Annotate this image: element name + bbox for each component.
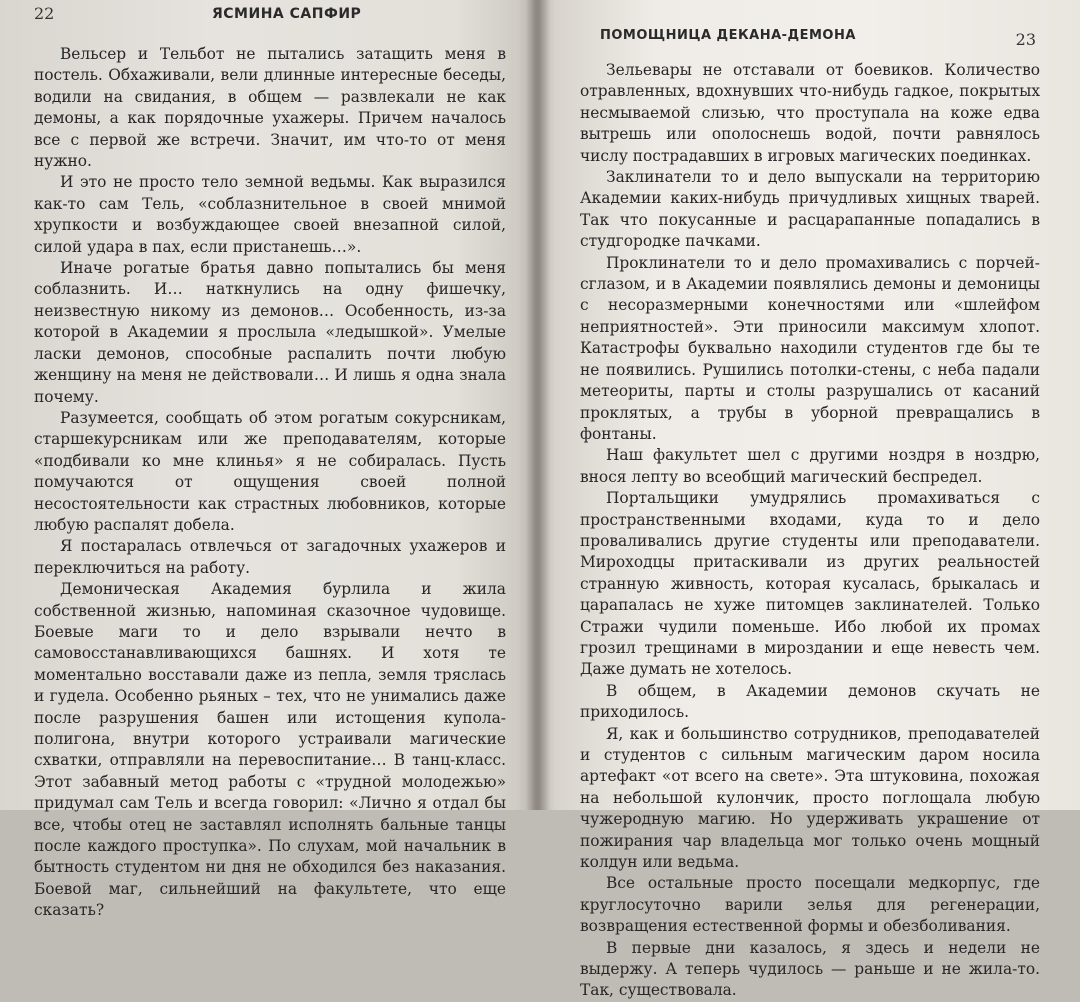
paragraph: Заклинатели то и дело выпускали на территорию Академии каких-нибудь причудливых хищных тварей. Так что покусанные и расцарапанные попадались в студгородке пачками.: [580, 168, 1040, 251]
paragraph: Разумеется, сообщать об этом рогатым сокурсникам, старшекурсникам или же преподавателям, которые «подбивали ко мне клинья» я не собиралась. Пусть помучаются от ощущения своей полной несостоятельности как страстных любовников, которые любую распалят добела.: [34, 408, 506, 534]
running-head-author: ЯСМИНА САПФИР: [212, 6, 362, 22]
paragraph: Наш факультет шел с другими ноздря в ноздрю, внося лепту во всеобщий магический беспредел.: [580, 446, 1040, 486]
page-number-right: 23: [1015, 30, 1036, 49]
paragraph: Я постаралась отвлечься от загадочных ухажеров и переключиться на работу.: [34, 537, 506, 577]
paragraph: И это не просто тело земной ведьмы. Как выразился как-то сам Тель, «соблазнительное в своей мнимой хрупкости и возбуждающее своей внезапной силой, силой удара в пах, если пристанешь…».: [34, 173, 506, 256]
paragraph: Я, как и большинство сотрудников, преподавателей и студентов с сильным магическим даром носила артефакт «от всего на свете». Эта штуковина, похожая на небольшой кулончик, просто поглощала любую чужеродную магию. Но удерживать украшение от пожирания чар владельца мог только очень мощный колдун или ведьма.: [580, 724, 1040, 872]
paragraph: Зельевары не отставали от боевиков. Количество отравленных, вдохнувших что-нибудь гадкое, покрытых несмываемой слизью, что проступала на коже едва вытрешь или ополоснешь водой, почти равнялось числу пострадавших в игровых магических поединках.: [580, 61, 1040, 165]
paragraph: Вельсер и Тельбот не пытались затащить меня в постель. Обхаживали, вели длинные интересные беседы, водили на свидания, в общем — развлекали не как демоны, а как порядочные ухажеры. Причем началось все с первой же встречи. Значит, им что-то от меня нужно.: [34, 45, 506, 171]
left-page: [0, 0, 534, 920]
paragraph: Проклинатели то и дело промахивались с порчей-сглазом, и в Академии появлялись демоны и демоницы с несоразмерными конечностями или «шлейфом неприятностей». Эти приносили максимум хлопот. Катастрофы буквально находили студентов где бы те не появились. Рушились потолки-стены, с неба падали метеориты, парты и столы разрушались от касаний проклятых, а трубы в уборной превращались в фонтаны.: [580, 253, 1040, 443]
paragraph: Портальщики умудрялись промахиваться с пространственными входами, куда то и дело проваливались другие студенты или преподаватели. Мироходцы притаскивали из других реальностей странную живность, которая кусалась, брыкалась и царапалась не хуже питомцев заклинателей. Только Стражи чудили поменьше. Ибо любой их промах грозил трещинами в мироздании и еще невесть чем. Даже думать не хотелось.: [580, 489, 1040, 679]
right-page: [534, 0, 1080, 1000]
paragraph: Иначе рогатые братья давно попытались бы меня соблазнить. И… наткнулись на одну фишечку, неизвестную никому из демонов… Особенность, из-за которой в Академии я прослыла «ледышкой». Умелые ласки демонов, способные распалить почти любую женщину на меня не действовали… И лишь я одна знала почему.: [34, 259, 506, 406]
running-head-title: ПОМОЩНИЦА ДЕКАНА-ДЕМОНА: [600, 28, 856, 43]
paragraph: Демоническая Академия бурлила и жила собственной жизнью, напоминая сказочное чудовище. Боевые маги то и дело взрывали нечто в самовосстанавливающихся башнях. И хотя те моментально восставали даже из пепла, земля тряслась и гудела. Особенно рьяных – тех, что не унимались даже после разрушения башен или истощения купола-полигона, внутри которого устраивали магические схватки, отправляли на перевоспитание… В танц-класс. Этот забавный метод работы с «трудной молодежью» придумал сам Тель и всегда говорил: «Лично я отдал бы все, чтобы отец не заставлял исполнять бальные танцы после каждого проступка». По слухам, мой начальник в бытность студентом ни дня не обходился без наказания. Боевой маг, сильнейший на факультете, что еще сказать?: [34, 580, 506, 920]
page-number-left: 22: [34, 4, 55, 23]
paragraph: В общем, в Академии демонов скучать не приходилось.: [580, 681, 1040, 722]
right-page-text: [580, 60, 1040, 1002]
paragraph: В первые дни казалось, я здесь и недели не выдержу. А теперь чудилось — раньше и не жила-то. Так, существовала.: [580, 938, 1040, 1000]
left-page-text: [34, 44, 506, 922]
paragraph: Все остальные просто посещали медкорпус, где круглосуточно варили зелья для регенерации, возвращения естественной формы и обезболивания.: [580, 874, 1040, 936]
